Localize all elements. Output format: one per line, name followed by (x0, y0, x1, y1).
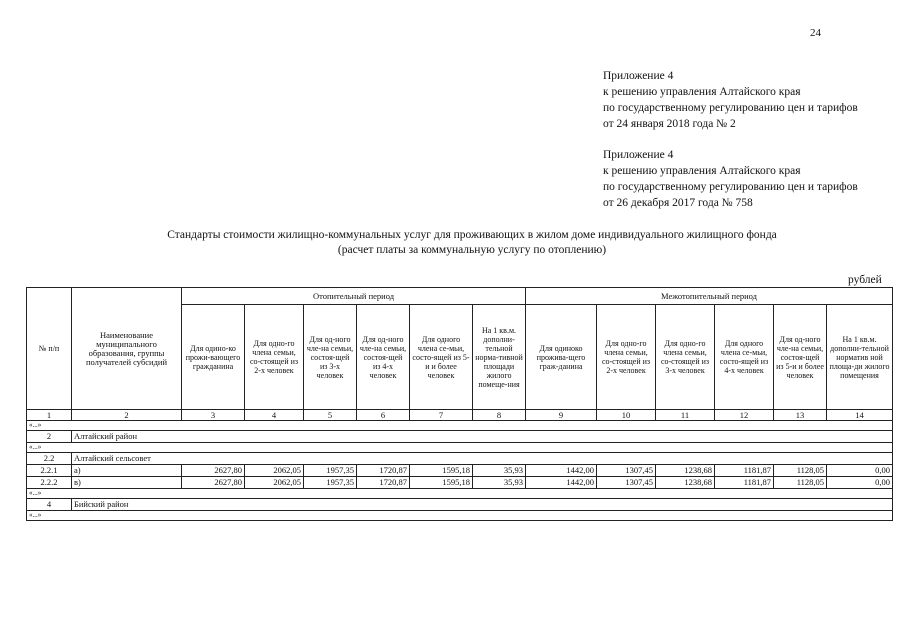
value-cell: 2627,80 (182, 465, 245, 477)
value-cell: 2627,80 (182, 477, 245, 489)
value-cell: 0,00 (827, 465, 893, 477)
appendix-line: к решению управления Алтайского края (603, 86, 801, 98)
header-group-row (27, 288, 893, 305)
appendix-line: к решению управления Алтайского края (603, 165, 801, 177)
col-header-heating-3: Для од-ного чле-на семьи, состоя-щей из 3-х человек (304, 305, 357, 410)
column-number: 13 (774, 410, 827, 421)
column-number: 10 (597, 410, 656, 421)
appendix-note-original (603, 147, 858, 211)
col-header-nonheating-4: Для одного члена се-мьи, состо-ящей из 4-х человек (715, 305, 774, 410)
table-row (27, 477, 893, 489)
section-row (27, 499, 893, 511)
ellipsis-cell: «...» (27, 489, 893, 499)
column-number-row (27, 410, 893, 421)
appendix-note-current (603, 68, 858, 132)
appendix-line: по государственному регулированию цен и тарифов (603, 181, 858, 193)
group-header-heating: Отопительный период (182, 288, 526, 305)
value-cell: 35,93 (473, 465, 526, 477)
value-cell: 1181,87 (715, 477, 774, 489)
value-cell: 1595,18 (410, 477, 473, 489)
appendix-line: от 26 декабря 2017 года № 758 (603, 197, 753, 209)
row-name: в) (72, 477, 182, 489)
ellipsis-row (27, 421, 893, 431)
currency-unit: рублей (848, 274, 882, 286)
row-code: 4 (27, 499, 72, 511)
title-line-2: (расчет платы за коммунальную услугу по отоплению) (337, 244, 607, 256)
appendix-line: Приложение 4 (603, 149, 674, 161)
col-header-number: № п/п (27, 288, 72, 410)
ellipsis-row (27, 511, 893, 521)
value-cell: 1957,35 (304, 477, 357, 489)
appendix-line: от 24 января 2018 года № 2 (603, 118, 736, 130)
group-header-nonheating: Межотопительный период (526, 288, 893, 305)
ellipsis-cell: «...» (27, 443, 893, 453)
col-header-heating-5: Для одного члена се-мьи, состо-ящей из 5-и и более человек (410, 305, 473, 410)
value-cell: 1720,87 (357, 477, 410, 489)
value-cell: 1957,35 (304, 465, 357, 477)
column-number: 2 (72, 410, 182, 421)
col-header-heating-6: На 1 кв.м. дополни-тельной норма-тивной площади жилого помеще-ния (473, 305, 526, 410)
title-line-1: Стандарты стоимости жилищно-коммунальных услуг для проживающих в жилом доме индивидуального жилищного фонда (167, 229, 777, 241)
col-header-heating-1: Для одино-ко прожи-вающего гражданина (182, 305, 245, 410)
col-header-heating-4: Для од-ного чле-на семьи, состоя-щей из 4-х человек (357, 305, 410, 410)
value-cell: 1128,05 (774, 477, 827, 489)
value-cell: 1720,87 (357, 465, 410, 477)
section-name: Алтайский сельсовет (72, 453, 893, 465)
col-header-nonheating-3: Для одно-го члена семьи, со-стоящей из 3-х человек (656, 305, 715, 410)
section-name: Алтайский район (72, 431, 893, 443)
value-cell: 1128,05 (774, 465, 827, 477)
value-cell: 1238,68 (656, 465, 715, 477)
value-cell: 1181,87 (715, 465, 774, 477)
ellipsis-cell: «...» (27, 421, 893, 431)
column-number: 14 (827, 410, 893, 421)
value-cell: 1307,45 (597, 477, 656, 489)
column-number: 9 (526, 410, 597, 421)
row-code: 2.2 (27, 453, 72, 465)
col-header-nonheating-1: Для одиноко прожива-щего граж-данина (526, 305, 597, 410)
col-header-name: Наименование муниципального образования, группы получателей субсидий (72, 288, 182, 410)
value-cell: 1595,18 (410, 465, 473, 477)
appendix-line: Приложение 4 (603, 70, 674, 82)
value-cell: 35,93 (473, 477, 526, 489)
value-cell: 1307,45 (597, 465, 656, 477)
table-row (27, 465, 893, 477)
col-header-heating-2: Для одно-го члена семьи, со-стоящей из 2-х человек (245, 305, 304, 410)
column-number: 1 (27, 410, 72, 421)
column-number: 8 (473, 410, 526, 421)
col-header-nonheating-2: Для одно-го члена семьи, со-стоящей из 2-х человек (597, 305, 656, 410)
table-body (27, 288, 893, 521)
value-cell: 1442,00 (526, 477, 597, 489)
col-header-nonheating-5: Для од-ного чле-на семьи, состоя-щей из 5-и и более человек (774, 305, 827, 410)
col-header-nonheating-6: На 1 кв.м. дополни-тельной норматив ной площа-ди жилого помещения (827, 305, 893, 410)
value-cell: 0,00 (827, 477, 893, 489)
column-number: 11 (656, 410, 715, 421)
section-name: Бийский район (72, 499, 893, 511)
tariff-table (26, 287, 893, 521)
value-cell: 2062,05 (245, 465, 304, 477)
value-cell: 2062,05 (245, 477, 304, 489)
section-row (27, 453, 893, 465)
column-number: 3 (182, 410, 245, 421)
row-code: 2.2.1 (27, 465, 72, 477)
document-title (20, 228, 904, 258)
column-number: 12 (715, 410, 774, 421)
appendix-line: по государственному регулированию цен и тарифов (603, 102, 858, 114)
column-number: 4 (245, 410, 304, 421)
row-name: а) (72, 465, 182, 477)
ellipsis-row (27, 443, 893, 453)
column-number: 6 (357, 410, 410, 421)
column-number: 7 (410, 410, 473, 421)
value-cell: 1238,68 (656, 477, 715, 489)
section-row (27, 431, 893, 443)
row-code: 2 (27, 431, 72, 443)
ellipsis-cell: «...» (27, 511, 893, 521)
row-code: 2.2.2 (27, 477, 72, 489)
column-number: 5 (304, 410, 357, 421)
value-cell: 1442,00 (526, 465, 597, 477)
ellipsis-row (27, 489, 893, 499)
page-number: 24 (810, 27, 821, 39)
